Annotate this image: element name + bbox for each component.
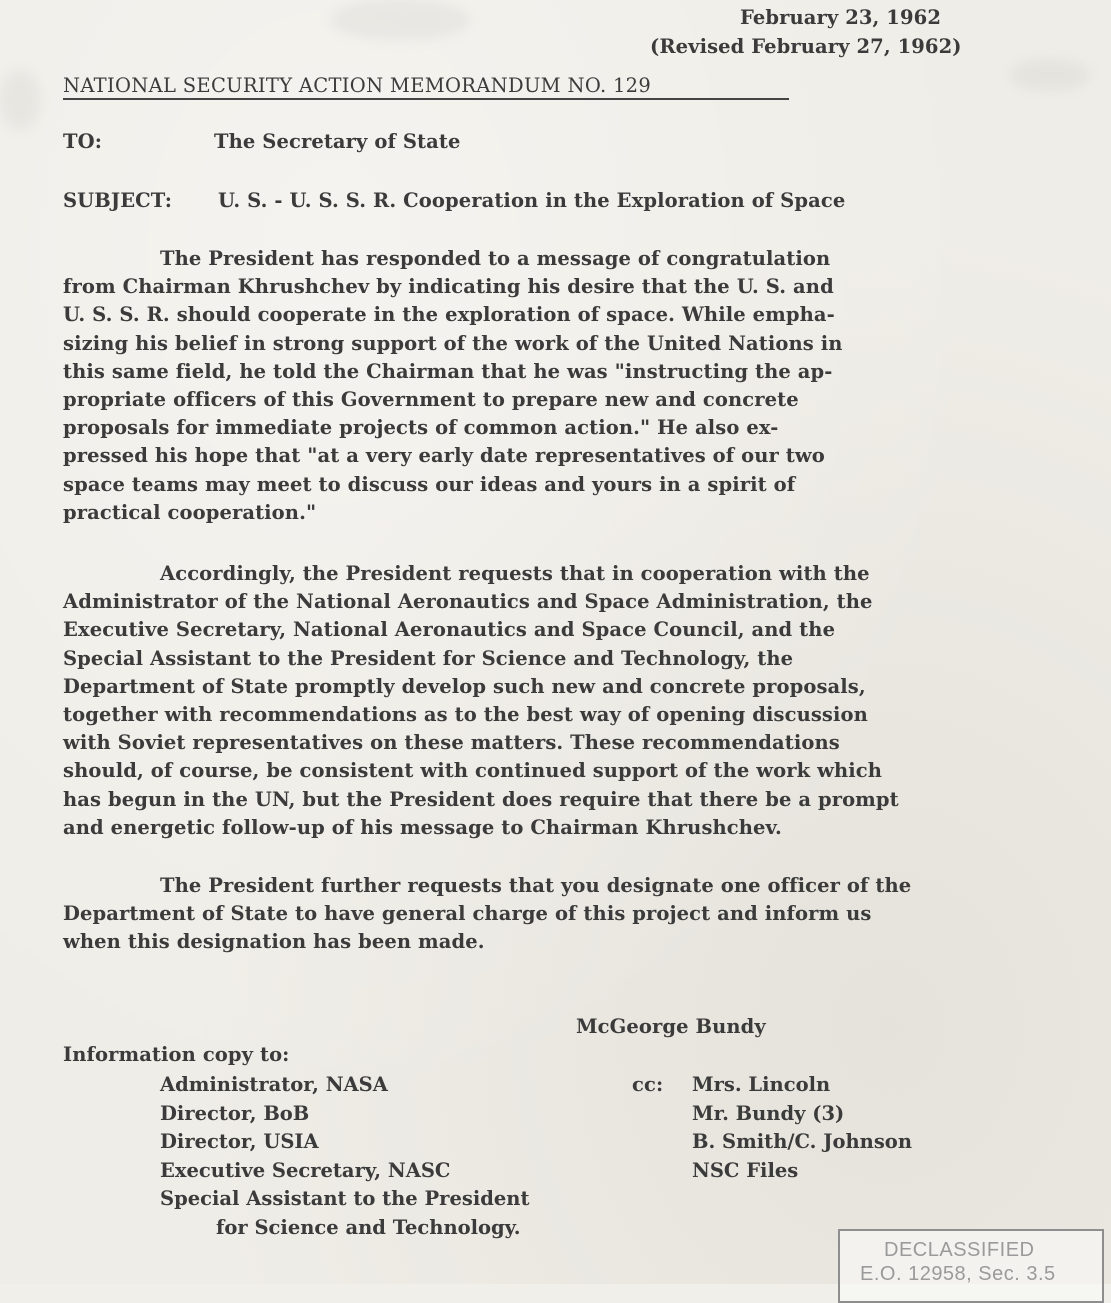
- paragraph-line: Special Assistant to the President for Science and Technology, the: [63, 646, 794, 670]
- paragraph-line: The President has responded to a message of congratulation: [160, 247, 831, 270]
- paper-smudge: [330, 0, 470, 40]
- signature-name: McGeorge Bundy: [576, 1015, 766, 1038]
- paragraph-line: and energetic follow-up of his message to Chairman Khrushchev.: [63, 815, 782, 839]
- to-label: TO:: [63, 130, 102, 153]
- information-copy-item: Executive Secretary, NASC: [160, 1158, 451, 1182]
- stamp-line-2: E.O. 12958, Sec. 3.5: [860, 1263, 1056, 1285]
- paragraph-line: has begun in the UN, but the President does require that there be a prompt: [63, 787, 899, 811]
- paragraph-line: proposals for immediate projects of common action." He also ex-: [63, 416, 779, 440]
- to-recipient: The Secretary of State: [214, 130, 461, 153]
- information-copy-item: Special Assistant to the President: [160, 1187, 530, 1210]
- paragraph-line: Executive Secretary, National Aeronautics and Space Council, and the: [63, 618, 836, 642]
- paragraph-line: space teams may meet to discuss our ideas and yours in a spirit of: [63, 472, 796, 496]
- information-copy-item: Director, USIA: [160, 1130, 319, 1153]
- cc-item: Mrs. Lincoln: [692, 1073, 831, 1096]
- memo-date: February 23, 1962: [740, 6, 941, 29]
- declassified-stamp: [838, 1229, 1104, 1303]
- paragraph-line: The President further requests that you designate one officer of the: [160, 874, 912, 897]
- memo-title: NATIONAL SECURITY ACTION MEMORANDUM NO. 129: [63, 74, 652, 97]
- information-copy-item: Administrator, NASA: [160, 1073, 388, 1096]
- information-copy-list: [160, 1071, 529, 1242]
- paragraph-line: from Chairman Khrushchev by indicating his desire that the U. S. and: [63, 275, 834, 299]
- cc-item: Mr. Bundy (3): [692, 1101, 845, 1125]
- paragraph-line: with Soviet representatives on these matters. These recommendations: [63, 731, 840, 755]
- information-copy-item: for Science and Technology.: [216, 1215, 521, 1239]
- paragraph-line: U. S. S. R. should cooperate in the exploration of space. While empha-: [63, 303, 835, 327]
- information-copy-label: Information copy to:: [63, 1043, 290, 1066]
- paragraph-line: sizing his belief in strong support of the work of the United Nations in: [63, 331, 843, 355]
- paragraph-3: [63, 872, 911, 957]
- paragraph-line: together with recommendations as to the best way of opening discussion: [63, 703, 868, 727]
- paragraph-line: Department of State promptly develop such new and concrete proposals,: [63, 674, 866, 698]
- paragraph-line: Administrator of the National Aeronautics and Space Administration, the: [63, 590, 873, 614]
- stamp-line-1: DECLASSIFIED: [884, 1239, 1035, 1261]
- paper-smudge: [0, 70, 40, 130]
- paragraph-2: [63, 560, 899, 842]
- information-copy-item: Director, BoB: [160, 1101, 310, 1125]
- paragraph-line: Department of State to have general charge of this project and inform us: [63, 902, 872, 926]
- title-underline: [63, 98, 789, 100]
- paragraph-line: pressed his hope that "at a very early date representatives of our two: [63, 444, 825, 468]
- paragraph-line: this same field, he told the Chairman that he was "instructing the ap-: [63, 359, 833, 383]
- paragraph-line: practical cooperation.": [63, 500, 317, 524]
- paragraph-line: Accordingly, the President requests that in cooperation with the: [160, 562, 870, 585]
- cc-list: [692, 1071, 912, 1185]
- paragraph-line: should, of course, be consistent with continued support of the work which: [63, 759, 883, 783]
- paragraph-line: when this designation has been made.: [63, 930, 485, 954]
- subject-label: SUBJECT:: [63, 189, 172, 212]
- cc-item: NSC Files: [692, 1158, 799, 1182]
- cc-label: cc:: [632, 1073, 664, 1096]
- paragraph-1: [63, 245, 843, 527]
- paper-smudge: [1010, 60, 1090, 90]
- subject-text: U. S. - U. S. S. R. Cooperation in the Exploration of Space: [218, 189, 846, 212]
- cc-item: B. Smith/C. Johnson: [692, 1130, 912, 1153]
- memo-revised-date: (Revised February 27, 1962): [650, 35, 962, 58]
- paragraph-line: propriate officers of this Government to prepare new and concrete: [63, 388, 799, 412]
